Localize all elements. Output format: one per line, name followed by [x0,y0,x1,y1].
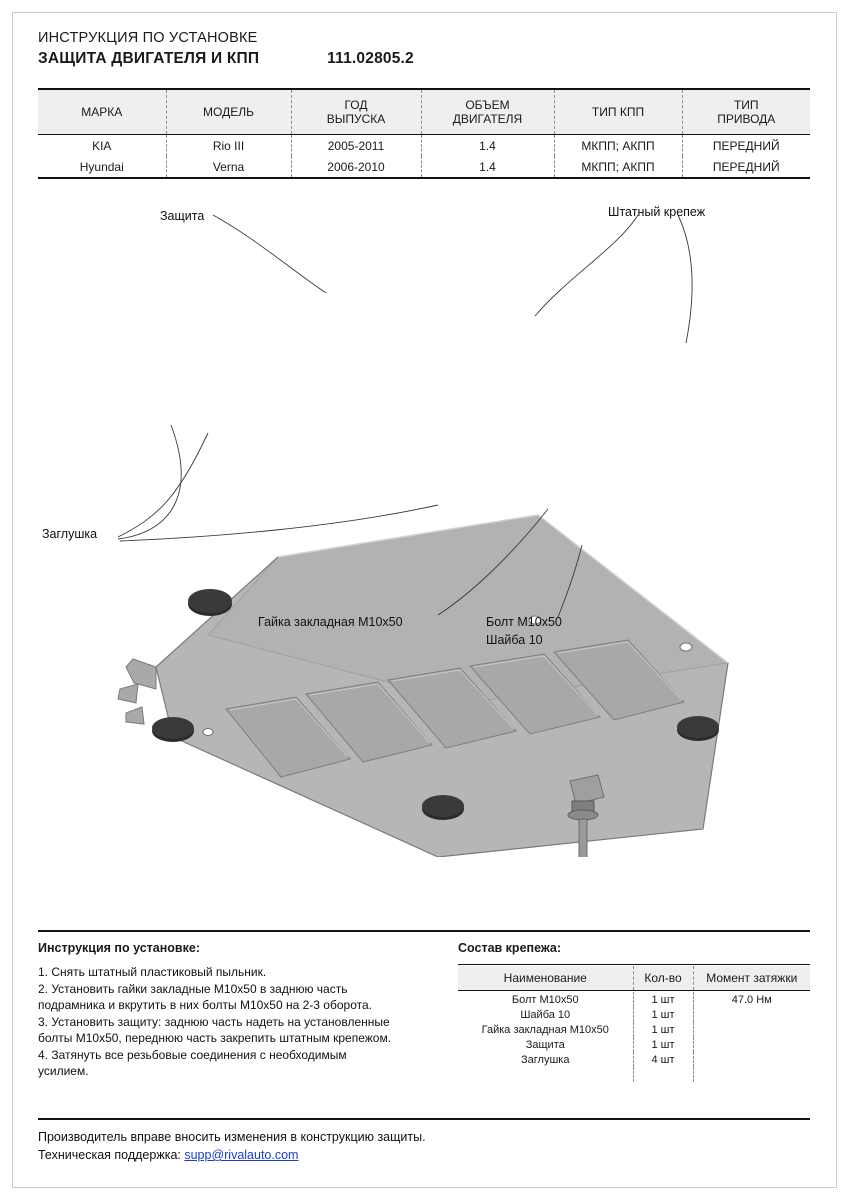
list-item: 2. Установить гайки закладные М10х50 в заднюю часть [38,981,348,996]
spec-rule-bottom [38,177,810,179]
page-title: ЗАЩИТА ДВИГАТЕЛЯ И КПП [38,50,260,67]
cell-fastener-name: Заглушка [458,1052,633,1067]
cell-fastener-qty: 1 шт [633,1007,693,1022]
fasteners-col-torque: Момент затяжки [693,966,810,990]
instructions-title: Инструкция по установке: [38,941,200,955]
cell-year: 2006-2010 [291,156,421,177]
list-item: усилием. [38,1064,89,1078]
cell-transmission: МКПП; АКПП [554,135,682,156]
document-title-row [38,50,810,68]
spec-col-marka: МАРКА [38,90,166,134]
vehicle-spec-table [38,88,810,179]
list-item: 4. Затянуть все резьбовые соединения с необходимым [38,1047,347,1062]
table-row [458,1037,810,1052]
fasteners-header-table [458,966,810,990]
cell-volume: 1.4 [421,156,554,177]
cell-drive: ПЕРЕДНИЙ [712,159,780,174]
cell-fastener-torque [693,1007,810,1022]
table-row-spacer [458,1067,810,1082]
support-email-link[interactable]: supp@rivalauto.com [184,1148,299,1162]
footer-support-line [38,1146,810,1164]
fasteners-col-qty: Кол-во [633,966,693,990]
skid-plate-drawing [38,197,810,857]
spec-table [38,90,810,134]
spec-col-year [291,90,421,134]
spec-col-transmission: ТИП КПП [554,90,682,134]
spec-col-volume [421,90,554,134]
cell-fastener-name: Гайка закладная М10х50 [458,1022,633,1037]
cell-spacer [693,1067,810,1082]
table-row [38,135,810,156]
label-gayka: Гайка закладная М10х50 [258,615,403,629]
fasteners-rule-header [458,990,810,991]
spec-table-body [38,135,810,177]
table-row [458,1007,810,1022]
spec-col-year-line2: ВЫПУСКА [326,112,386,126]
cell-fastener-torque [693,1052,810,1067]
footer-support-label: Техническая поддержка: [38,1148,185,1162]
cell-transmission: МКПП; АКПП [554,156,682,177]
cell-fastener-name: Болт М10х50 [458,992,633,1007]
cell-fastener-name: Шайба 10 [458,1007,633,1022]
spec-col-drive-line2: ПРИВОДА [717,112,776,126]
table-row [458,1052,810,1067]
product-illustration [38,197,810,857]
cell-drive: ПЕРЕДНИЙ [712,138,780,153]
cell-fastener-qty: 1 шт [633,1022,693,1037]
cell-marka: Hyundai [38,156,166,177]
spec-col-drive-line1: ТИП [733,98,759,112]
cell-spacer [458,1067,633,1082]
list-item: болты М10х50, переднюю часть закрепить штатным крепежом. [38,1031,392,1045]
table-row [458,1022,810,1037]
fasteners-header-row [458,966,810,990]
fasteners-col-name: Наименование [458,966,633,990]
cell-fastener-qty: 1 шт [633,992,693,1007]
list-item: 3. Установить защиту: заднюю часть надеть на установленные [38,1014,390,1029]
fasteners-rule-top [458,964,810,965]
label-zaglushka: Заглушка [42,527,98,541]
spec-header-row [38,90,810,134]
list-item: 1. Снять штатный пластиковый пыльник. [38,965,267,979]
bottom-section [38,930,810,1082]
fasteners-title: Состав крепежа: [458,941,561,955]
cell-volume: 1.4 [421,135,554,156]
cell-fastener-torque [693,1037,810,1052]
fasteners-body-table [458,992,810,1082]
cell-fastener-qty: 1 шт [633,1037,693,1052]
document-subtitle: ИНСТРУКЦИЯ ПО УСТАНОВКЕ [38,30,258,46]
cell-fastener-torque [693,1022,810,1037]
spec-col-year-line1: ГОД [344,98,368,112]
label-shtatnyy-krepezh: Штатный крепеж [608,205,706,219]
cell-fastener-name: Защита [458,1037,633,1052]
label-zashchita: Защита [160,209,205,223]
cell-fastener-torque: 47.0 Нм [731,993,772,1006]
list-item: подрамника и вкрутить в них болты М10х50 на 2-3 оборота. [38,998,372,1012]
cell-model: Verna [166,156,291,177]
installation-instructions [38,941,458,1082]
cell-spacer [633,1067,693,1082]
product-code: 111.02805.2 [327,50,414,67]
spec-col-model: МОДЕЛЬ [166,90,291,134]
label-bolt: Болт М10х50 [486,615,562,629]
instructions-list [38,964,448,1080]
footer-disclaimer: Производитель вправе вносить изменения в конструкцию защиты. [38,1130,426,1144]
document-footer [38,1118,810,1164]
footer-rule [38,1118,810,1120]
table-row [38,156,810,177]
cell-marka: KIA [38,135,166,156]
bottom-rule [38,930,810,932]
cell-fastener-qty: 4 шт [633,1052,693,1067]
cell-year: 2005-2011 [291,135,421,156]
spec-col-volume-line2: ДВИГАТЕЛЯ [452,112,523,126]
spec-col-volume-line1: ОБЪЕМ [465,98,510,112]
document-content [38,30,810,857]
cell-model: Rio III [166,135,291,156]
label-shayba: Шайба 10 [486,633,543,647]
spec-col-drive [682,90,810,134]
table-row [458,992,810,1007]
fasteners-section [458,941,810,1082]
